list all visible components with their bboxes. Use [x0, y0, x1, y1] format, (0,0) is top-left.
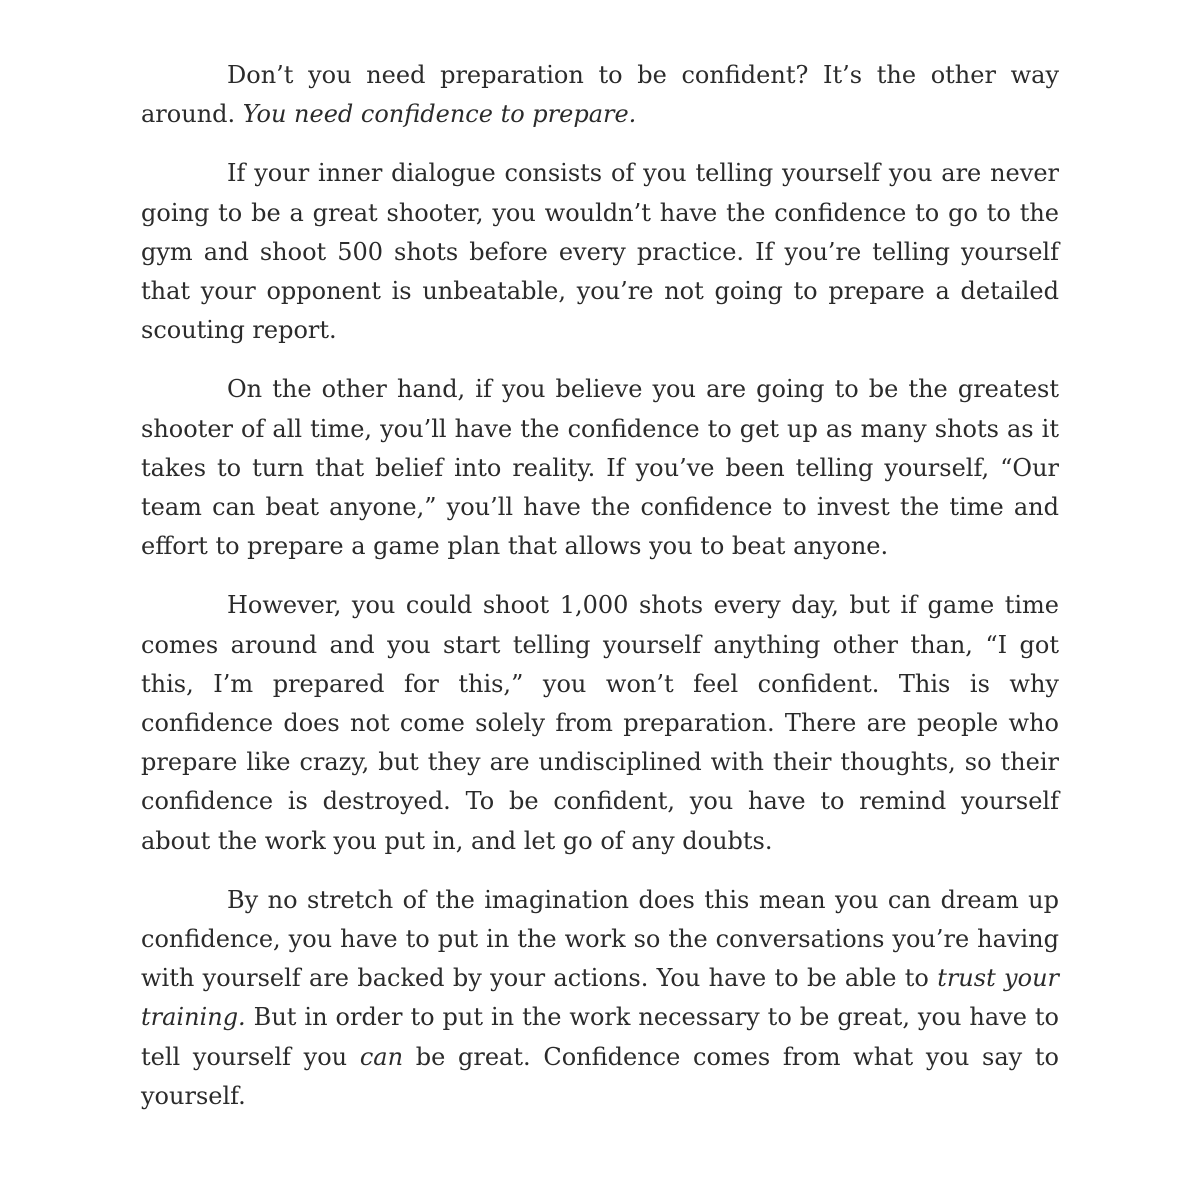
paragraph-5 [141, 881, 1059, 1116]
paragraph-4 [141, 586, 1059, 860]
text-segment: On the other hand, if you believe you are going to be the greatest shooter of all time, you’ll have the confidence to get up as many shots as it takes to turn that belief into reality. If you’ve been telling yourself, “Our team can beat anyone,” you’ll have the confidence to invest the time and effort to prepare a game plan that allows you to beat anyone. [141, 375, 1059, 561]
text-segment: If your inner dialogue consists of you telling yourself you are never going to be a great shooter, you wouldn’t have the confidence to go to the gym and shoot 500 shots before every practice. If you’re telling yourself that your opponent is unbeatable, you’re not going to prepare a detailed scouting report. [141, 159, 1059, 345]
paragraph-2 [141, 154, 1059, 350]
italic-text-segment: can [359, 1042, 404, 1071]
text-segment: By no stretch of the imagination does this mean you can dream up confidence, you have to put in the work so the conversations you’re having with yourself are backed by your actions. You have to be able to [141, 885, 1059, 993]
paragraph-1 [141, 56, 1059, 134]
paragraph-3 [141, 370, 1059, 566]
italic-text-segment: trust your training. [141, 964, 1059, 1032]
text-segment: Don’t you need preparation to be confident? It’s the other way around. [141, 61, 1059, 129]
italic-text-segment: You need confidence to prepare. [242, 100, 637, 129]
text-segment: However, you could shoot 1,000 shots every day, but if game time comes around and you start telling yourself anything other than, “I got this, I’m prepared for this,” you won’t feel confident. This is why confidence does not come solely from preparation. There are people who prepare like crazy, but they are undisciplined with their thoughts, so their confidence is destroyed. To be confident, you have to remind yourself about the work you put in, and let go of any doubts. [141, 591, 1059, 855]
text-segment: be great. Confidence comes from what you say to yourself. [141, 1042, 1059, 1110]
book-page [141, 56, 1059, 1136]
text-segment: But in order to put in the work necessary to be great, you have to tell yourself you [141, 1003, 1059, 1071]
